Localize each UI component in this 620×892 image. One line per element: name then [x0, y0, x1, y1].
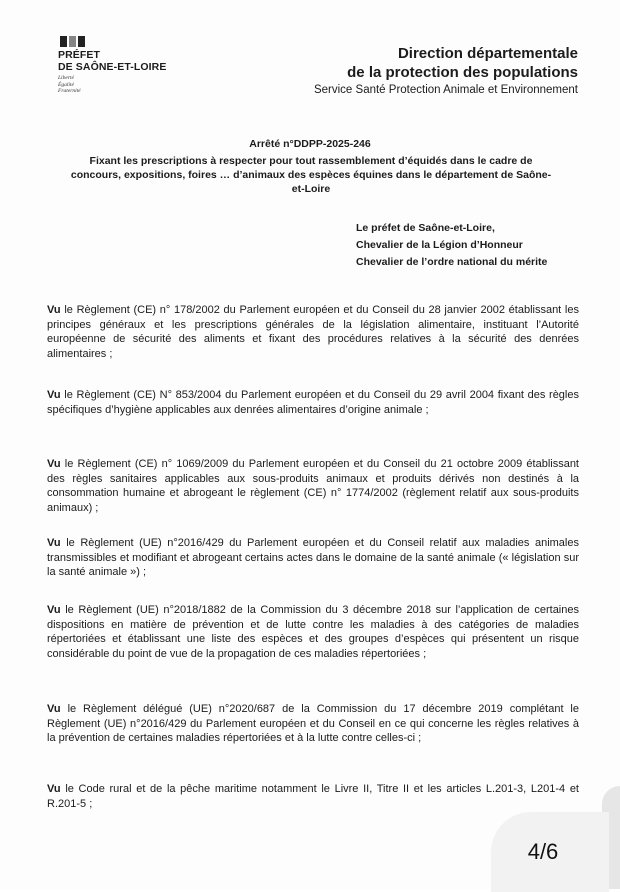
vu-label: Vu — [47, 703, 61, 715]
motto-egalite: Égalité — [58, 81, 74, 88]
prefet-signature-block — [356, 220, 547, 271]
motto-liberte: Liberté — [58, 75, 74, 81]
logo-line-2: DE SAÔNE-ET-LOIRE — [58, 61, 167, 73]
prefet-logo — [58, 36, 188, 95]
vu-paragraph-4 — [47, 536, 579, 580]
logo-line-1: PRÉFET — [58, 49, 101, 61]
vu-label: Vu — [47, 304, 61, 316]
vu-paragraph-5 — [47, 603, 579, 662]
prefet-line-3: Chevalier de l’ordre national du mérite — [356, 256, 548, 268]
vu-text: le Règlement (UE) n°2018/1882 de la Commission du 3 décembre 2018 sur l’application de certaines dispositions en matière de prévention et de lutte contre les maladies à des catégories de maladies répertoriées et établissant une liste des espèces et des groupes d’espèces qui présentent un risque considérable du point de vue de la propagation de ces maladies répertoriées ; — [47, 604, 579, 661]
vu-paragraph-6 — [47, 702, 579, 746]
vu-text: le Règlement délégué (UE) n°2020/687 de la Commission du 17 décembre 2019 complétant le Règlement (UE) n°2016/429 du Parlement européen et du Conseil en ce qui concerne les règles relatives à la prévention de certaines maladies répertoriées et à la lutte contre celles-ci ; — [47, 703, 579, 745]
motto-fraternite: Fraternité — [58, 88, 81, 94]
vu-text: le Règlement (UE) n°2016/429 du Parlement européen et du Conseil relatif aux maladies animales transmissibles et modifiant et abrogeant certains actes dans le domaine de la santé animale (« législation sur la santé animale ») ; — [47, 537, 579, 579]
vu-label: Vu — [47, 783, 61, 795]
direction-header — [314, 44, 578, 98]
prefet-line-1: Le préfet de Saône-et-Loire, — [356, 222, 495, 234]
arrete-title: Fixant les prescriptions à respecter pour tout rassemblement d’équidés dans le cadre de concours, expositions, foires … d’animaux des espèces équines dans le département de Saône-et-Loire — [70, 155, 552, 195]
vu-label: Vu — [47, 604, 61, 616]
prefet-line-2: Chevalier de la Légion d’Honneur — [356, 239, 523, 251]
vu-paragraph-7 — [47, 782, 579, 811]
vu-text: le Code rural et de la pêche maritime notamment le Livre II, Titre II et les articles L.201-3, L201-4 et R.201-5 ; — [47, 783, 579, 810]
vu-paragraph-2 — [47, 388, 579, 417]
direction-line-1: Direction départementale — [397, 45, 578, 62]
direction-line-2: de la protection des populations — [347, 64, 578, 81]
vu-text: le Règlement (CE) n° 1069/2009 du Parlement européen et du Conseil du 21 octobre 2009 établissant des règles sanitaires applicables aux sous-produits animaux et produits dérivés non destinés à la consommation humaine et abrogeant le règlement (CE) n° 1774/2002 (règlement relatif aux sous-produits animaux) ; — [47, 458, 579, 515]
vu-text: le Règlement (CE) n° 178/2002 du Parlement européen et du Conseil du 28 janvier 2002 établissant les principes généraux et les prescriptions générales de la législation alimentaire, instituant l’Autorité européenne de sécurité des aliments et fixant des procédures relatives à la sécurité des denrées alimentaires ; — [47, 304, 579, 361]
page-counter-label: 4/6 — [527, 839, 559, 864]
page-counter[interactable] — [491, 812, 609, 892]
vu-label: Vu — [47, 389, 61, 401]
marianne-flag-icon — [60, 36, 188, 47]
vu-paragraph-3 — [47, 457, 579, 516]
service-name: Service Santé Protection Animale et Environnement — [313, 84, 578, 96]
vu-paragraph-1 — [47, 303, 579, 362]
vu-label: Vu — [47, 537, 61, 549]
vu-text: le Règlement (CE) N° 853/2004 du Parlement européen et du Conseil du 29 avril 2004 fixant des règles spécifiques d’hygiène applicables aux denrées alimentaires d’origine animale ; — [47, 389, 579, 416]
motto — [58, 75, 188, 95]
vu-label: Vu — [47, 458, 61, 470]
arrete-number: Arrêté n°DDPP-2025-246 — [249, 138, 371, 150]
